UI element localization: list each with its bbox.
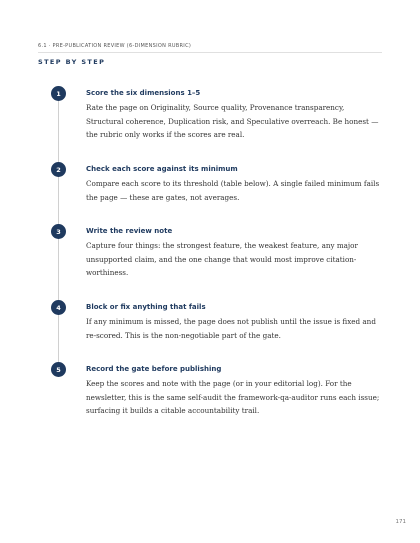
page-number: 171	[395, 519, 406, 525]
step-description: Rate the page on Originality, Source quality, Provenance transparency, Structural coherence, Duplication risk, and Speculative overreach. Be honest — the rubric only works if the scores are real.	[86, 103, 379, 139]
step-description: If any minimum is missed, the page does not publish until the issue is fixed and re-scored. This is the non-negotiable part of the gate.	[86, 317, 376, 340]
step-number-badge: 4	[51, 300, 66, 315]
section-title: STEP BY STEP	[38, 58, 106, 66]
step-number-badge: 5	[51, 362, 66, 377]
step-title: Block or fix anything that fails	[86, 303, 206, 311]
step-title: Write the review note	[86, 227, 173, 235]
step-title: Score the six dimensions 1–5	[86, 89, 201, 97]
step-description: Capture four things: the strongest feature, the weakest feature, any major unsupported claim, and the one change that would most improve citation-worthiness.	[86, 241, 358, 277]
step-description: Keep the scores and note with the page (or in your editorial log). For the newsletter, this is the same self-audit the framework-qa-auditor runs each issue; surfacing it builds a citable accountability trail.	[86, 379, 380, 415]
step-title: Check each score against its minimum	[86, 165, 238, 173]
step-number-badge: 1	[51, 86, 66, 101]
running-head: 6.1 · PRE-PUBLICATION REVIEW (6-DIMENSION RUBRIC)	[38, 43, 192, 49]
header-divider	[38, 52, 382, 53]
step-number-badge: 3	[51, 224, 66, 239]
step-title: Record the gate before publishing	[86, 365, 222, 373]
step-description: Compare each score to its threshold (table below). A single failed minimum fails the page — these are gates, not averages.	[86, 179, 380, 202]
step-number-badge: 2	[51, 162, 66, 177]
